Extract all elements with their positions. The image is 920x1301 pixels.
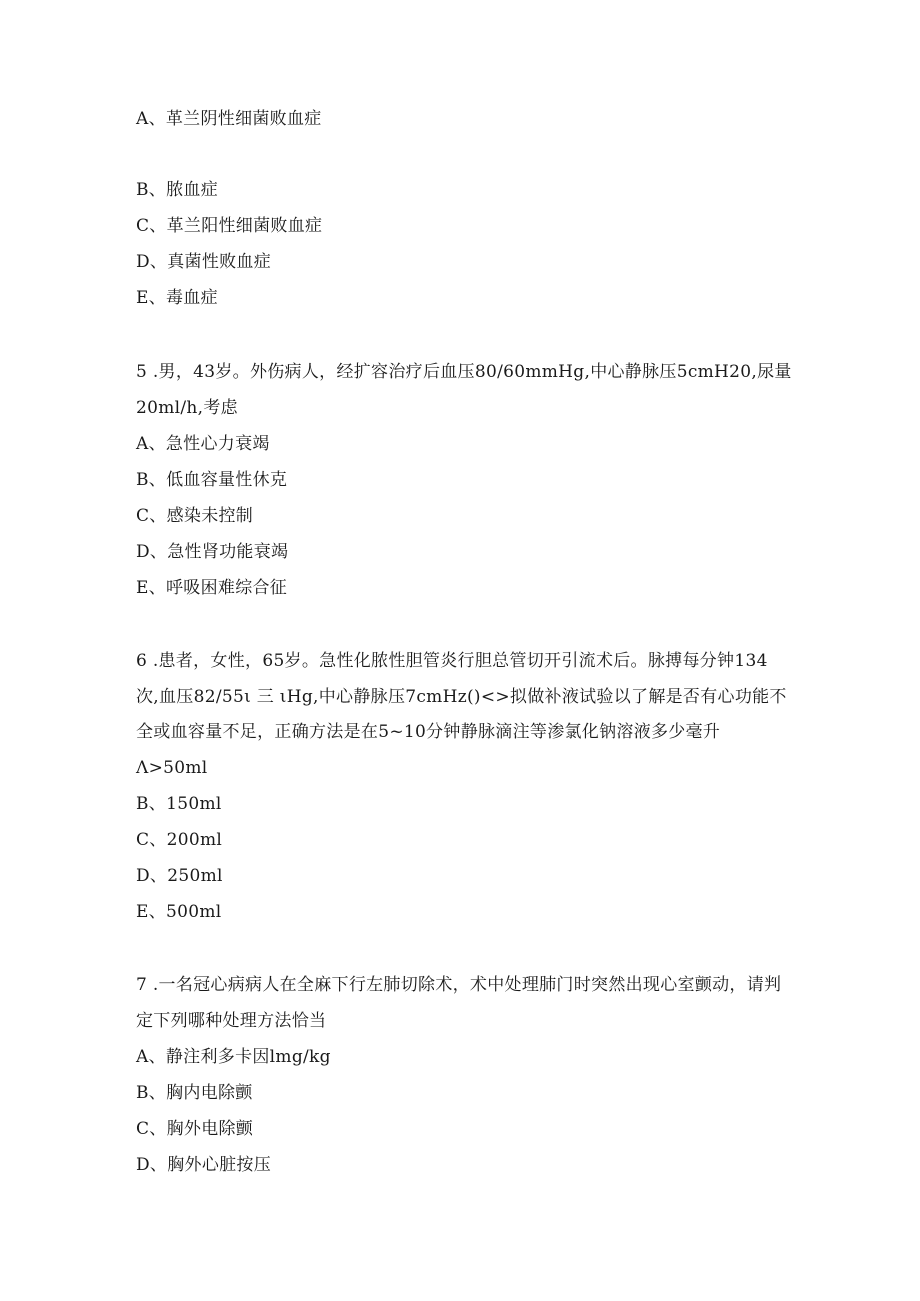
q7-option-d: D、胸外心脏按压: [136, 1155, 272, 1175]
q5-option-a: A、急性心力衰竭: [136, 434, 270, 454]
q6-stem-line-3: 全或血容量不足，正确方法是在5~10分钟静脉滴注等渗氯化钠溶液多少毫升: [136, 722, 721, 742]
q6-option-a: Λ>50ml: [136, 758, 208, 778]
q7-option-c: C、胸外电除颤: [136, 1119, 254, 1139]
q5-option-c: C、感染未控制: [136, 506, 254, 526]
q6-option-b: B、150ml: [136, 794, 222, 814]
q4-option-a: A、革兰阴性细菌败血症: [136, 109, 322, 129]
q4-option-c: C、革兰阳性细菌败血症: [136, 216, 323, 236]
q7-option-a: A、静注利多卡因lmg/kg: [136, 1047, 331, 1067]
q7-option-b: B、胸内电除颤: [136, 1083, 253, 1103]
q7-stem-line-1: 7 .一名冠心病病人在全麻下行左肺切除术，术中处理肺门时突然出现心室颤动，请判: [136, 975, 782, 995]
q5-stem-line-1: 5 .男，43岁。外伤病人，经扩容治疗后血压80/60mmHg,中心静脉压5cmH20,尿量: [136, 362, 792, 382]
q5-stem-line-2: 20ml/h,考虑: [136, 398, 238, 418]
q4-option-b: B、脓血症: [136, 180, 218, 200]
q5-option-d: D、急性肾功能衰竭: [136, 542, 289, 562]
q6-option-c: C、200ml: [136, 830, 223, 850]
q6-stem-line-2: 次,血压82/55ι 三 ιHg,中心静脉压7cmHz()<>拟做补液试验以了解是否有心功能不: [136, 687, 787, 707]
q5-option-b: B、低血容量性休克: [136, 470, 288, 490]
q4-option-d: D、真菌性败血症: [136, 252, 272, 272]
q7-stem-line-2: 定下列哪种处理方法恰当: [136, 1011, 327, 1031]
q6-option-d: D、250ml: [136, 866, 223, 886]
q6-stem-line-1: 6 .患者，女性，65岁。急性化脓性胆管炎行胆总管切开引流术后。脉搏每分钟134: [136, 651, 768, 671]
q4-option-e: E、毒血症: [136, 288, 218, 308]
q6-option-e: E、500ml: [136, 902, 222, 922]
q5-option-e: E、呼吸困难综合征: [136, 578, 288, 598]
